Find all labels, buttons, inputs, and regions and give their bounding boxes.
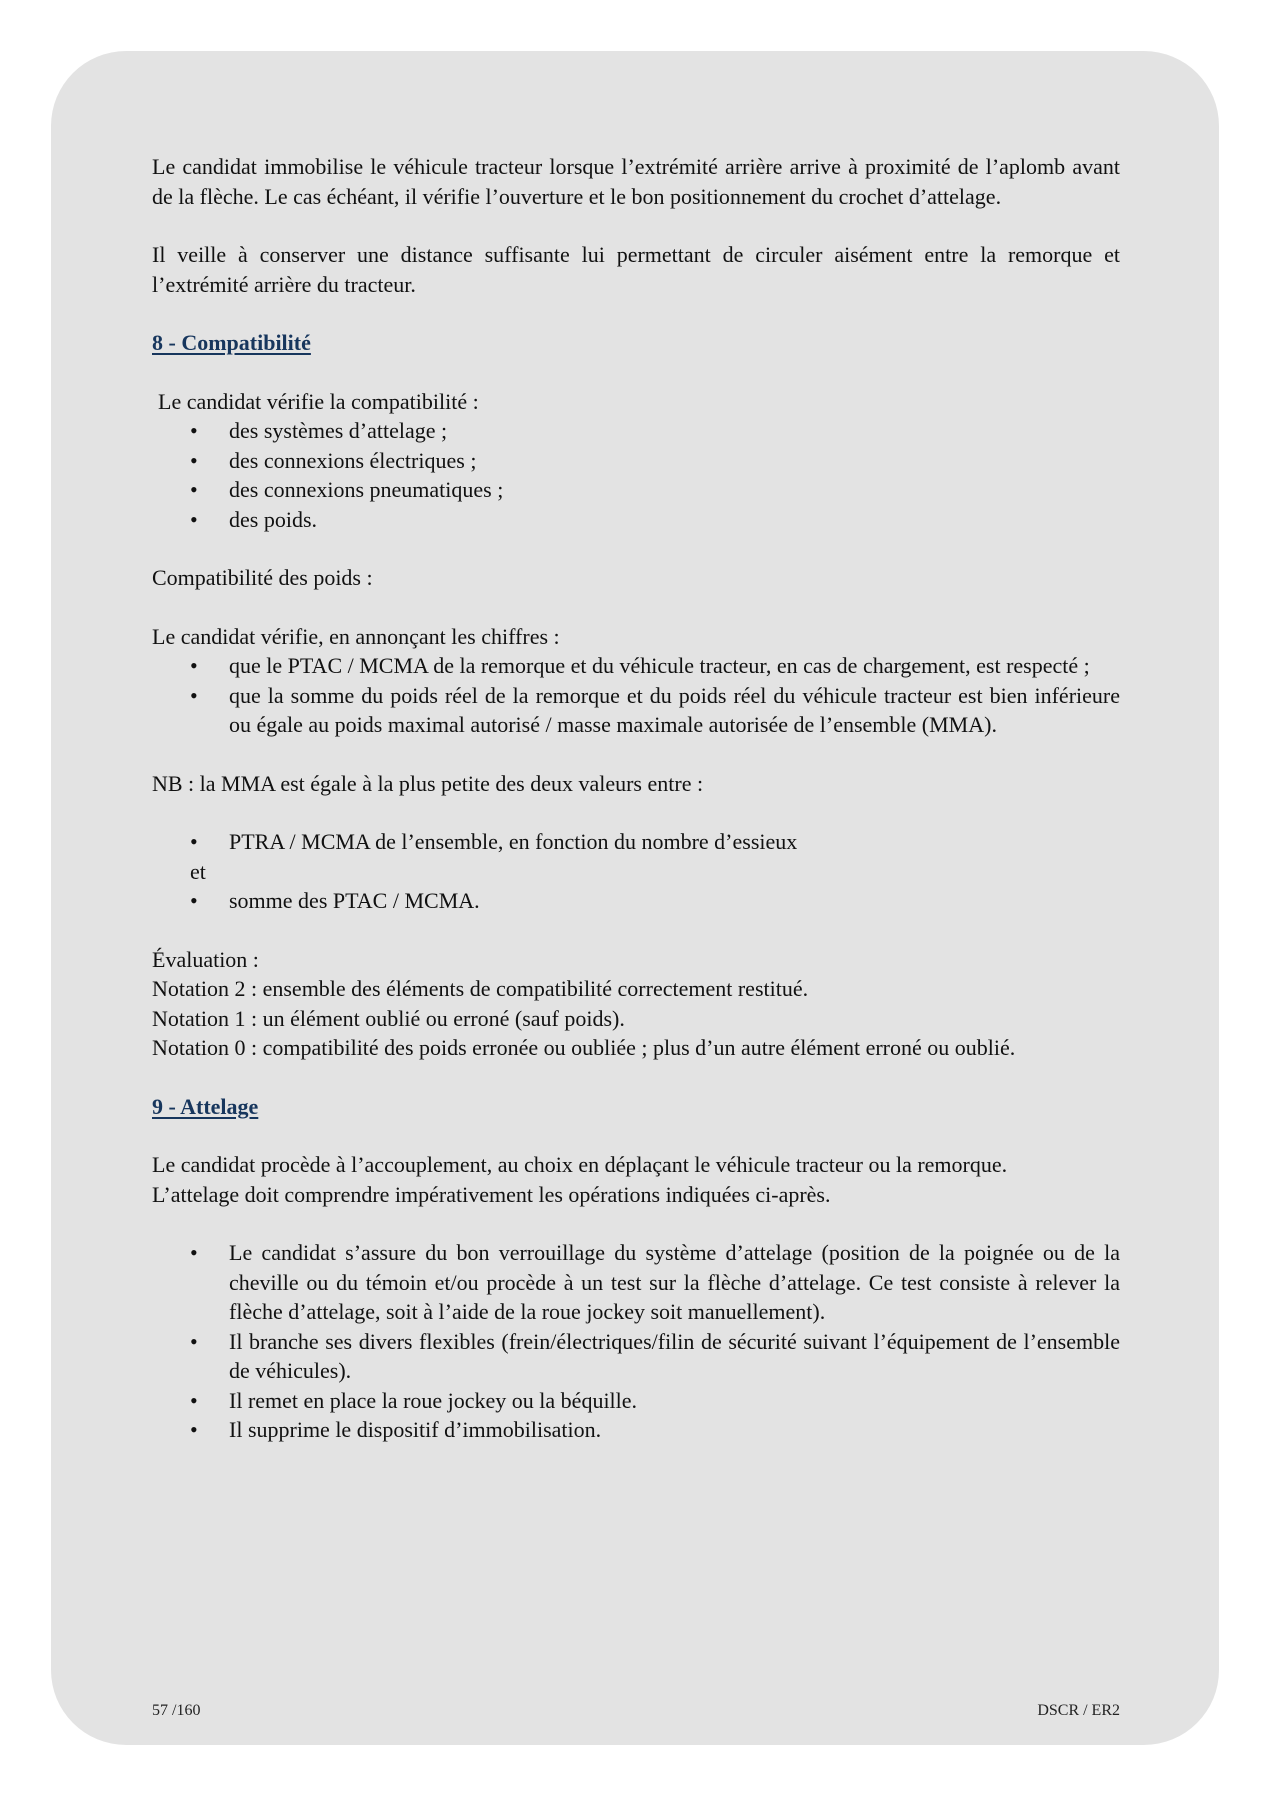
document-reference: DSCR / ER2 (1037, 1702, 1120, 1719)
nb-list-2 (152, 886, 1120, 916)
page-number: 57 /160 (152, 1702, 201, 1719)
weights-heading: Compatibilité des poids : (152, 565, 373, 590)
list-item: • des poids. (152, 505, 1120, 535)
section-9-number: 9 (152, 1093, 163, 1119)
attelage-list (152, 1238, 1120, 1445)
attelage-paragraph-1: Le candidat procède à l’accouplement, au choix en déplaçant le véhicule tracteur ou la remorque. (152, 1152, 1008, 1177)
section-8-title: - Compatibilité (163, 330, 311, 355)
section-9-heading (152, 1092, 1120, 1122)
list-item: • Le candidat s’assure du bon verrouillage du système d’attelage (position de la poignée ou de la cheville ou du témoin et/ou procède à un test sur la flèche d’attelage. Ce test consiste à relever la flèche d’attelage, soit à l’aide de la roue jockey soit manuellement). (152, 1238, 1120, 1327)
intro-paragraph-1: Le candidat immobilise le véhicule tracteur lorsque l’extrémité arrière arrive à proximité de l’aplomb avant de la flèche. Le cas échéant, il vérifie l’ouverture et le bon positionnement du crochet d’attelage. (152, 154, 1120, 209)
section-8-heading (152, 328, 1120, 358)
list-item: • des connexions électriques ; (152, 446, 1120, 476)
compatibility-intro: Le candidat vérifie la compatibilité : (158, 388, 479, 414)
intro-paragraph-2: Il veille à conserver une distance suffisante lui permettant de circuler aisément entre la remorque et l’extrémité arrière du tracteur. (152, 242, 1120, 297)
list-item: • que le PTAC / MCMA de la remorque et du véhicule tracteur, en cas de chargement, est respecté ; (152, 651, 1120, 681)
nb-conjunction: et (190, 858, 206, 884)
weights-list (152, 651, 1120, 740)
list-item: • somme des PTAC / MCMA. (152, 886, 1120, 916)
evaluation-note-1: Notation 1 : un élément oublié ou erroné (sauf poids). (152, 1005, 625, 1031)
section-9-title: - Attelage (163, 1093, 259, 1119)
list-item: • Il supprime le dispositif d’immobilisation. (152, 1415, 1120, 1445)
list-item: • que la somme du poids réel de la remorque et du poids réel du véhicule tracteur est bien inférieure ou égale au poids maximal autorisé / masse maximale autorisée de l’ensemble (MMA). (152, 681, 1120, 740)
list-item: • des connexions pneumatiques ; (152, 475, 1120, 505)
list-item: • PTRA / MCMA de l’ensemble, en fonction du nombre d’essieux (152, 827, 1120, 857)
attelage-paragraph-2: L’attelage doit comprendre impérativement les opérations indiquées ci-après. (152, 1181, 831, 1207)
nb-note: NB : la MMA est égale à la plus petite des deux valeurs entre : (152, 770, 704, 796)
evaluation-label: Évaluation : (152, 946, 259, 972)
evaluation-note-0: Notation 0 : compatibilité des poids erronée ou oubliée ; plus d’un autre élément erroné ou oublié. (152, 1035, 1016, 1060)
compatibility-list (152, 416, 1120, 534)
list-item: • Il remet en place la roue jockey ou la béquille. (152, 1386, 1120, 1416)
evaluation-note-2: Notation 2 : ensemble des éléments de compatibilité correctement restitué. (152, 976, 809, 1001)
section-8-number: 8 (152, 330, 163, 355)
document-body (152, 152, 1120, 1445)
weights-intro: Le candidat vérifie, en annonçant les chiffres : (152, 623, 560, 649)
list-item: • des systèmes d’attelage ; (152, 416, 1120, 446)
list-item: • Il branche ses divers flexibles (frein/électriques/filin de sécurité suivant l’équipement de l’ensemble de véhicules). (152, 1327, 1120, 1386)
nb-list (152, 827, 1120, 857)
